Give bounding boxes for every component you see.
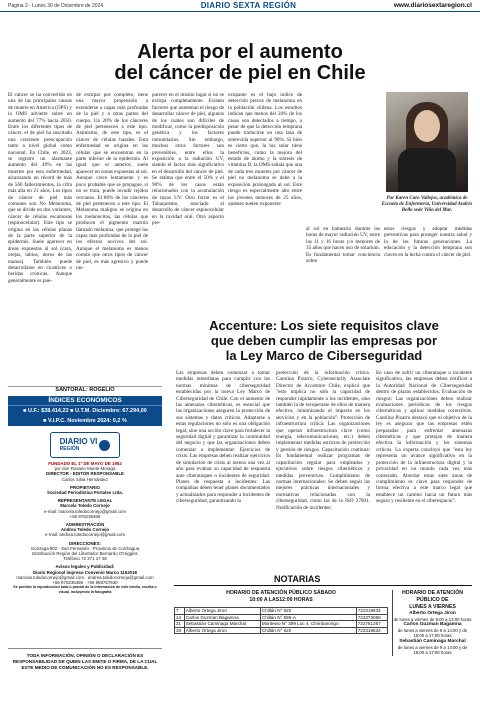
article1-column-1: El cáncer se ha convertido en una de las principales causas de muerte en América (OPS) y la OMS advierte sobre un aumento del 77% hacia 2050. Entre los diferentes tipos de cáncer, el de piel ha suscitado una creciente preocupación tanto a nivel global como nacional. En Chile, en 2023, se registró un alarmante aumento del 49% en las muertes por esta enfermedad, alcanzando un récord de más de 560 fallecimientos, la cifra más alta en 21 años. Los tipos de cáncer de piel más comunes son No Melanoma, que se divide en dos variantes, cáncer de células escamosas (espinocelular). Este tipo se origina en las células planas de la parte superior de la epidermis. Suele aparecer en áreas expuestas al sol (cara, orejas, labios, dorso de las manos). También puede desarrollarse en cicatrices o heridas crónicas. Aunque generalmente es pue- [8,92,72,284]
notary-hours: de lunes a viernes de 9:00 a 13:00 horas [393,616,472,622]
article2-column-1: Las empresas deben comenzar a tomar medidas inmediatas para cumplir con las normas mínimas de ciberseguridad establecidas por la nueva Ley Marco de Ciberseguridad de Chile. Con el aumento de las amenazas cibernéticas, es esencial que las organizaciones aseguren la protección de sus sistemas y datos críticos. Adaptarse a estas regulaciones no sólo es una obligación legal, sino una acción clave para fortalecer la seguridad digital y garantizar la continuidad del negocio y que las organizaciones deben comenzar a implementar: Ejercicios de crisis: Las empresas deben realizar ejercicios de simulación de crisis al menos una vez al año para evaluar su capacidad de respuesta ante ciberataques o incidentes de seguridad. Planes de respuesta a incidentes: Las compañías deben tener planes documentados y actualizados para responder a incidentes de ciberseguridad, garantizando la [176,370,270,505]
table-row [175,614,388,621]
logo-text: DIARIO VI [59,437,98,446]
row-name: Carlos Guzman Bagamna [184,614,260,621]
founder-line: por don Rosario Monte Moraga [54,466,116,472]
row-day: 7 [175,608,185,615]
author-photo [386,92,468,192]
row-addr: Chillán N° 595-A [260,614,356,621]
article2-column-3: En caso de sufrir un ciberataque o incidente significativo, las empresas deben notificar a la Autoridad Nacional de Ciberseguridad dentro de plazos establecidos. Evaluación de riesgos: Las organizaciones deben realizar evaluaciones periódicas de los riesgos cibernéticos y aplicar medidas correctivas. Carolina Pizarro destacó que el objetivo de la ley es asegurar que las empresas estén preparadas para enfrentar amenazas cibernéticas y que protejan de manera efectiva la información y los sistemas críticos. La experta concluyó que "esta ley representa un avance significativo en la protección de la infraestructura digital y la privacidad en un mundo cada vez más conectado. Abordar estas siete áreas de cumplimiento es clave para responder de forma efectiva a este marco legal que establece un camino hacia un futuro más seguro y resiliente en el ciberespacio". [376,370,472,505]
article1-column-4: ocupante es el bajo índice de detección precoz de melanoma en la población chilena. Los estudios indican que menos del 20% de los casos son detectados a tiempo, a pesar de que la detección temprana puede traducirse en una tasa de sobrevida superior al 90%. Si bien es cierto que, la luz solar tiene beneficios, como la mejora del estado de ánimo y la síntesis de vitamina D, la OMS señala que una de cada tres muertes por cáncer de piel no melanoma se debe a la exposición prolongada al sol. Este riesgo es especialmente alto entre los jóvenes menores de 25 años, quienes suelen exponerse [228,92,302,207]
notice-label: Avisos legales y Publicidad: [55,564,115,570]
santoral-label: SANTORAL: ROGELIO [8,386,162,394]
weekday-schedule [392,590,472,656]
title-line: la Ley Marco de Ciberseguridad [225,348,423,363]
row-day: 28 [175,627,185,634]
table-row [175,627,388,634]
row-name: Alberto Ortega Jiron [184,627,260,634]
row-day: 21 [175,621,185,628]
notice-emails[interactable]: marcela.toledocornejo@gmail.com · andrea.toledocornejo@gmail.com [16,574,154,580]
director-name: Carlos Silva Hernández [61,476,109,482]
row-name: Sebastián Caminaga Marchal [184,621,260,628]
admin-label: ADMINISTRACIÓN [65,522,105,528]
article1-column-6: estos riesgos y adoptar medidas preventivas para proteger nuestra salud y la de las futuras generaciones. La educación y la detección temprana son claves en la lucha contra el cáncer de piel. [384,226,472,258]
offices-phone: Teléfono 72 271 17 48 [63,556,107,562]
admin-name: Andrea Toledo Cornejo [60,527,110,533]
article-title-skin-cancer [10,42,470,84]
owner-name: Sociedad Periodística Portales Ltda. [47,490,123,496]
photo-caption: Por Karen Caro Vallejos, académica de Escuela de Enfermería, Universidad Andrés Bello sede Viña del Mar. [381,196,473,213]
article-title-cybersecurity [176,318,472,363]
responsibility-disclaimer: TODA INFORMACIÓN, OPINIÓN O DECLARACIÓN ES RESPONSABILIDAD DE QUIEN LAS EMITE O FIRMA, DE LA CUAL ESTE MEDIO DE COMUNICACIÓN NO ES RESPONSABLE. [8,648,162,671]
notary-hours: de lunes a viernes de 9 a 14:00 y de 15:00 a 17:00 horas [397,644,468,656]
director-label: DIRECTOR - EDITOR RESPONSABLE [46,471,124,477]
row-phone: 722318634 [356,627,387,634]
row-phone: 722318634 [356,608,387,615]
offices-label: DIRECCIONES: [69,540,101,546]
row-addr: Chillán N° 620 [260,608,356,615]
owner-label: PROPIETARIO [70,484,100,490]
saturday-head: HORARIO DE ATENCIÓN PÚBLICO SÁBADO [226,590,336,596]
indices-row: ■ V.I.P.C. Noviembre 2024: 0,2 % [43,418,127,424]
founded-line: FUNDADO EL 1º DE MAYO DE 1952 [48,461,122,466]
title-line: del cáncer de piel en Chile [114,62,366,84]
rep-phone: +56 976235496 [69,513,101,519]
title-line: que deben cumplir las empresas por [210,333,438,348]
weekday-days: LUNES A VIERNES [409,604,456,610]
row-addr: Chillán N° 620 [260,627,356,634]
article1-column-2: de extirpar por completo, tiene una mayor propensión a extenderse a capas más profundas de la piel y a otras partes del cuerpo. Un 20% de los cánceres de piel pertenecen a este tipo. Asimismo, de este tipo, es el cáncer de células basales. Esta enfermedad se origina en las células que se encuentran en la parte inferior de la epidermis. Al igual que el anterior, suele aparecer en zonas expuestas al sol. Aunque crece lentamente y es poco probable que se propague, si no se trata, puede invadir tejidos cercanos. El 80% de los cánceres de piel pertenecen a este tipo. El Melanoma maligno se origina en los melanocitos, las células que producen el pigmento marrón llamado melanina, que protege las capas más profundas de la piel de los efectos nocivos del sol. Aunque el melanoma es menos común que otros tipos de cáncer de piel, es más agresivo y puede ras- [76,92,148,271]
saturday-hours: 10:00 A LAS12:00 HORAS [249,597,313,603]
body-shape [398,148,456,192]
title-line: Alerta por el aumento [137,41,343,63]
offices-line: Distribución Región del Libertador Bernardo O'Higgins [32,551,138,557]
rep-label: REPRESENTANTE LEGAL [57,498,113,504]
notary-name: Sebastián Caminaga Marchal [399,638,466,644]
economic-indices [8,396,162,426]
title-line: Accenture: Los siete requisitos clave [209,318,439,333]
notarias-table [174,607,388,634]
face-shape [414,110,440,142]
rep-name: Marcela Toledo Cornejo [60,503,110,509]
page-header [0,0,480,12]
notary-name: Alberto Ortega Jiron [409,611,456,616]
reproduction-notice: Se prohíbe la reproducción total o parcial de la información de este medio, escrita o visual, incluyendo la fotografía [13,585,157,594]
newspaper-logo [50,432,120,458]
paper-name: DIARIO SEXTA REGIÓN [200,1,297,10]
offices-line: Gonzaga 902 - San Fernando - Provincia de Colchagua [30,545,140,551]
row-day: 14 [175,614,185,621]
notarias-title: NOTARIAS [174,574,472,586]
table-row [175,608,388,615]
indices-title: ÍNDICES ECONÓMICOS [8,396,162,406]
notice-line: Diario Regional impreso Convenio Marco 1152018 [33,569,137,575]
indices-row: ■ U.F.: $38.414,22 ■ U.T.M. Diciembre: 67.294,00 [23,408,147,414]
sun-icon [99,440,110,451]
article2-column-2: protección de la información crítica. Carolina Pizarro, Cybersecurity Associate Director de Accenture Chile, explicó que "esto implica no sólo la capacidad de responder rápidamente a los incidentes, sino también la de recuperarse de ellos de manera efectiva, minimizando el impacto en los servicios y en la población". Protección de infraestructura crítica: Las organizaciones que operan infraestructura clave (como energía, telecomunicaciones, etc.) deben implementar medidas estrictas de protección y gestión de riesgos. Capacitación continua: Es fundamental realizar programas de capacitación regular para empleados y ejecutivos sobre riesgos cibernéticos y medidas preventivas. Cumplimiento de normas internacionales: Se deben seguir las mejores prácticas internacionales y normativas relacionadas con la ciberseguridad, como las de la ISO 27001. Notificación de incidentes: [276,370,370,511]
row-phone: 722373066 [356,614,387,621]
row-name: Alberto Ortega Jiron [184,608,260,615]
notarias-section [174,574,472,704]
website-link[interactable]: www.diariosextaregion.cl [393,2,472,9]
notary-name: Carlos Guzman Bagamna [403,622,462,628]
admin-email[interactable]: e-mail: andrea.toledocornejo@gmail.com [44,532,126,538]
notice-phones: +56 976235496 · +56 958767530 [52,580,118,586]
weekday-head: HORARIO DE ATENCIÓN PÚBLICO DE [401,590,464,603]
logo-text: REGIÓN [59,446,80,452]
saturday-schedule [174,590,388,634]
table-row [175,621,388,628]
article1-column-5: al sol en balneario durante las horas de mayor radiación UV, entre las 11 y 16 horas y/o menores de 35 años que hacen uso de solarium. Es fundamental tomar conciencia sobre [306,226,380,265]
article1-column-3: parecer en el mismo lugar si no se extirpa completamente. Existen factores que aumentan el riesgo de desarrollar cáncer de piel, algunos de los cuales son difíciles de modificar, como la predisposición genética y los factores inmunitarios. Sin embargo, muchos otros factores son prevenibles, entre ellos la exposición a la radiación UV, siendo el factor más significativo en el desarrollo del cáncer de piel. Se estima que entre el 50% y el 90% de los casos están relacionados con la acumulación de rayos UV. Otro factor es el Tabaquismo, asociado al desarrollo de cáncer espinocelular en la cavidad oral. Otro aspecto pre- [152,92,224,227]
row-addr: Moritewo N° 399 Loc 4, Chimbarongo [260,621,356,628]
notary-hours: de lunes a viernes de 9 a 14:00 y de 15:00 a 17:00 horas [397,627,468,639]
rep-email[interactable]: e-mail: marcela.toledocornejo@gmail.com [43,508,127,514]
row-phone: 722751357 [356,621,387,628]
page-date: Página 2 - Lunes 30 de Diciembre de 2024 [8,2,104,9]
